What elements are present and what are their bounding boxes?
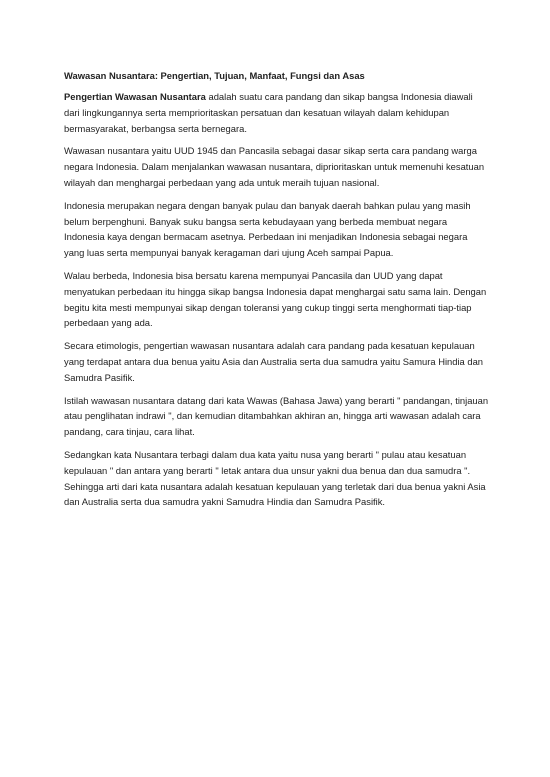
- paragraph-4: Walau berbeda, Indonesia bisa bersatu karena mempunyai Pancasila dan UUD yang dapat menyatukan perbedaan itu hingga sikap bangsa Indonesia dapat menghargai satu sama lain. Dengan begitu kita mesti mempunyai sikap dengan toleransi yang cukup tinggi serta menghormati tiap-tiap perbedaan yang ada.: [64, 269, 487, 329]
- document-body: [64, 68, 490, 517]
- paragraph-2: Wawasan nusantara yaitu UUD 1945 dan Pancasila sebagai dasar sikap serta cara pandang warga negara Indonesia. Dalam menjalankan wawasan nusantara, diprioritaskan untuk memenuhi kesatuan wilayah dan menghargai perbedaan yang ada untuk meraih tujuan nasional.: [64, 145, 485, 188]
- paragraph-5: Secara etimologis, pengertian wawasan nusantara adalah cara pandang pada kesatuan kepulauan yang terdapat antara dua benua yaitu Asia dan Australia serta dua samudra yaitu Samura Hindia dan Samudra Pasifik.: [64, 340, 484, 383]
- paragraph-text: adalah suatu cara pandang dan sikap bangsa Indonesia diawali dari lingkungannya serta memprioritaskan persatuan dan kesatuan wilayah dalam kehidupan bermasyarakat, berbangsa serta bernegara.: [64, 91, 473, 134]
- document-title: Wawasan Nusantara: Pengertian, Tujuan, Manfaat, Fungsi dan Asas: [64, 70, 365, 81]
- paragraph-7: Sedangkan kata Nusantara terbagi dalam dua kata yaitu nusa yang berarti " pulau atau kesatuan kepulauan " dan antara yang berarti " letak antara dua unsur yakni dua benua dan dua samudra ". Sehingga arti dari kata nusantara adalah kesatuan kepulauan yang terletak dari dua benua yakni Asia dan Australia serta dua samudra yakni Samudra Hindia dan Samudra Pasifik.: [64, 448, 486, 508]
- paragraph-3: Indonesia merupakan negara dengan banyak pulau dan banyak daerah bahkan pulau yang masih belum berpenghuni. Banyak suku bangsa serta kebudayaan yang berbeda membuat negara Indonesia kaya dengan bermacam asetnya. Perbedaan ini menjadikan Indonesia sebagai negara yang luas serta mempunyai banyak keragaman dari ujung Aceh sampai Papua.: [64, 199, 471, 259]
- paragraph-lead-term: Pengertian Wawasan Nusantara: [64, 91, 206, 102]
- paragraph-6: Istilah wawasan nusantara datang dari kata Wawas (Bahasa Jawa) yang berarti " pandangan, tinjauan atau penglihatan indrawi ", dan kemudian ditambahkan akhiran an, hingga arti wawasan adalah cara pandang, cara tinjau, cara lihat.: [64, 394, 489, 438]
- paragraph-1: [64, 89, 490, 136]
